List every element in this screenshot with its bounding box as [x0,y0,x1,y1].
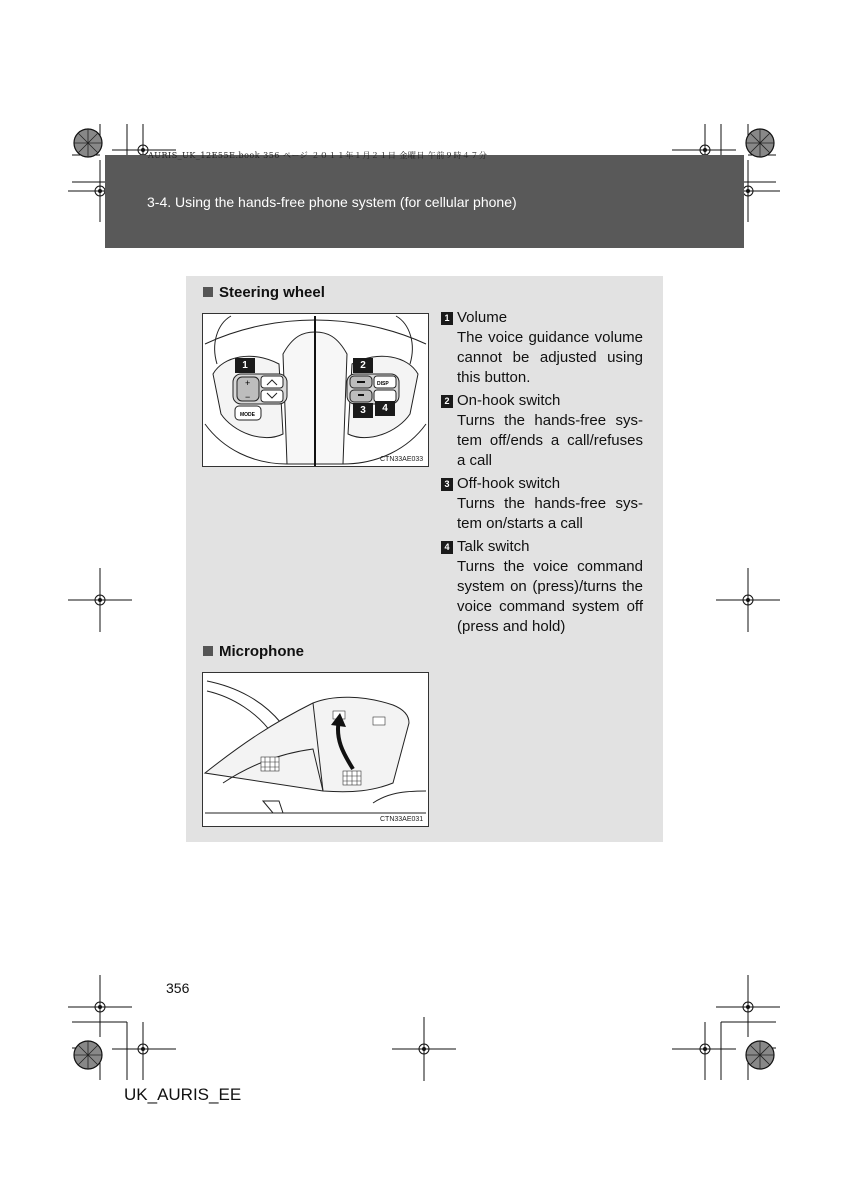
svg-text:−: − [245,392,251,402]
figure-callout-2: 2 [353,358,373,373]
item-title: Volume [457,309,508,326]
square-bullet-icon [203,287,213,297]
print-info: AURIS_UK_12E55E.book 356 ページ ２０１１年１月２１日 金曜日 午前９時４７分 [148,151,488,160]
item-number-badge: 2 [441,395,453,408]
square-bullet-icon [203,646,213,656]
item-title: Talk switch [457,538,530,555]
steering-items-list [441,308,643,640]
microphone-figure [202,672,429,827]
item-description: Turns the hands-free sys-tem off/ends a call/refuses a call [457,412,643,469]
item-description: Turns the voice command system on (press)/turns the voice command system off (press and hold) [457,558,643,635]
svg-text:+: + [245,378,251,388]
page-number: 356 [166,980,190,996]
figure-callout-4: 4 [375,401,395,416]
microphone-heading [203,643,304,660]
disp-label: DISP [377,381,389,387]
list-item [441,537,643,637]
steering-wheel-heading [203,284,325,301]
item-description: The voice guidance volume cannot be adjusted using this button. [457,329,643,386]
steering-wheel-illustration [203,314,428,466]
section-title: 3-4. Using the hands-free phone system (for cellular phone) [147,194,517,210]
item-number-badge: 4 [441,541,453,554]
steering-wheel-heading-text: Steering wheel [219,284,325,301]
microphone-illustration [203,673,428,826]
item-description: Turns the hands-free sys-tem on/starts a call [457,495,643,532]
list-item [441,391,643,471]
microphone-figure-code: CTN33AE031 [380,816,424,823]
steering-figure-code: CTN33AE033 [380,456,424,463]
microphone-heading-text: Microphone [219,643,304,660]
item-title: Off-hook switch [457,475,561,492]
footer-code: UK_AURIS_EE [124,1085,242,1104]
figure-callout-3: 3 [353,403,373,418]
item-number-badge: 1 [441,312,453,325]
list-item [441,308,643,388]
list-item [441,474,643,534]
mode-label: MODE [240,412,255,418]
item-title: On-hook switch [457,392,561,409]
steering-wheel-figure [202,313,429,467]
figure-callout-1: 1 [235,358,255,373]
item-number-badge: 3 [441,478,453,491]
